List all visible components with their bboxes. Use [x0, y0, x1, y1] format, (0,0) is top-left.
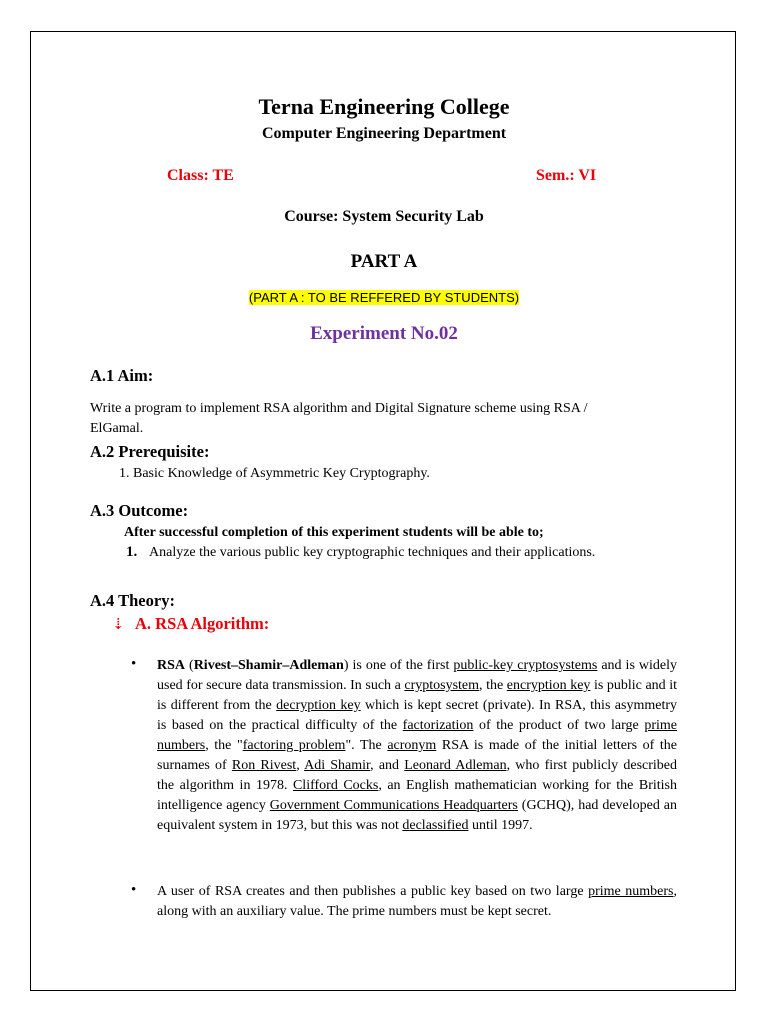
link-cryptosystem[interactable]: cryptosystem	[404, 678, 480, 693]
text: , the "	[205, 738, 243, 753]
text: , and	[370, 758, 405, 773]
sem-label: Sem.: VI	[536, 167, 597, 184]
link-prime-numbers[interactable]: prime numbers	[157, 718, 677, 753]
arrow-bullet-icon: ⇣	[112, 617, 125, 633]
department-title: Computer Engineering Department	[261, 125, 507, 142]
link-gchq[interactable]: Government Communications Headquarters	[269, 798, 518, 813]
class-label: Class: TE	[167, 167, 234, 184]
text: ". The	[345, 738, 388, 753]
text: is public and it is different from the	[157, 678, 677, 713]
course-title: Course: System Security Lab	[284, 208, 484, 225]
aim-heading: A.1 Aim:	[90, 366, 154, 385]
link-factorization[interactable]: factorization	[402, 718, 474, 733]
text: ,	[296, 758, 305, 773]
bullet-dot-icon: •	[131, 656, 137, 672]
text: , along with an auxiliary value. The prime numbers must be kept secret.	[157, 884, 677, 919]
part-title: PART A	[350, 251, 418, 272]
text: , an English mathematician working for the British intelligence agency	[157, 778, 677, 813]
text: , who first publicly described the algorithm in 1978.	[157, 758, 677, 793]
text: , the	[479, 678, 507, 693]
link-clifford-cocks[interactable]: Clifford Cocks	[292, 778, 379, 793]
rsa-term: RSA	[157, 658, 186, 673]
link-acronym[interactable]: acronym	[387, 738, 437, 753]
outcome-item: Analyze the various public key cryptographic techniques and their applications.	[149, 545, 596, 560]
text: of the product of two large	[473, 718, 645, 733]
link-adi-shamir[interactable]: Adi Shamir	[304, 758, 371, 773]
link-decryption-key[interactable]: decryption key	[276, 698, 361, 713]
part-note: (PART A : TO BE REFFERED BY STUDENTS)	[248, 290, 520, 305]
link-leonard-adleman[interactable]: Leonard Adleman	[404, 758, 507, 773]
link-public-key-cryptosystems[interactable]: public-key cryptosystems	[453, 658, 598, 673]
text: ) is one of the first	[343, 658, 454, 673]
rsa-expansion: Rivest–Shamir–Adleman	[193, 658, 344, 673]
link-ron-rivest[interactable]: Ron Rivest	[231, 758, 297, 773]
link-prime-numbers-2[interactable]: prime numbers	[588, 884, 674, 899]
outcome-intro: After successful completion of this experiment students will be able to;	[124, 525, 544, 540]
text: until 1997.	[468, 818, 533, 833]
link-declassified[interactable]: declassified	[402, 818, 469, 833]
text: RSA is made of the initial letters of the surnames of	[157, 738, 677, 773]
text: which is kept secret (private). In RSA, this asymmetry is based on the practical difficulty of the	[157, 698, 677, 733]
text: (	[185, 658, 194, 673]
aim-text-line2: ElGamal.	[90, 421, 144, 436]
college-title: Terna Engineering College	[258, 94, 510, 119]
rsa-paragraph-2	[157, 882, 677, 922]
text: (GCHQ), had developed an equivalent system in 1973, but this was not	[157, 798, 677, 833]
rsa-paragraph-1	[157, 656, 677, 836]
bullet-dot-icon: •	[131, 882, 137, 898]
experiment-title: Experiment No.02	[310, 323, 458, 344]
rsa-section-title: A. RSA Algorithm:	[135, 614, 270, 633]
link-factoring-problem[interactable]: factoring problem	[242, 738, 346, 753]
aim-text-line1: Write a program to implement RSA algorithm and Digital Signature scheme using RSA /	[90, 401, 588, 416]
part-note-wrap	[0, 290, 768, 305]
outcome-heading: A.3 Outcome:	[90, 501, 189, 520]
outcome-number: 1.	[126, 544, 138, 560]
link-encryption-key[interactable]: encryption key	[506, 678, 591, 693]
prerequisite-item: 1. Basic Knowledge of Asymmetric Key Cryptography.	[119, 466, 430, 481]
prerequisite-heading: A.2 Prerequisite:	[90, 442, 210, 461]
text: A user of RSA creates and then publishes a public key based on two large	[157, 884, 589, 899]
text: and is widely used for secure data transmission. In such a	[157, 658, 678, 693]
theory-heading: A.4 Theory:	[90, 591, 175, 610]
